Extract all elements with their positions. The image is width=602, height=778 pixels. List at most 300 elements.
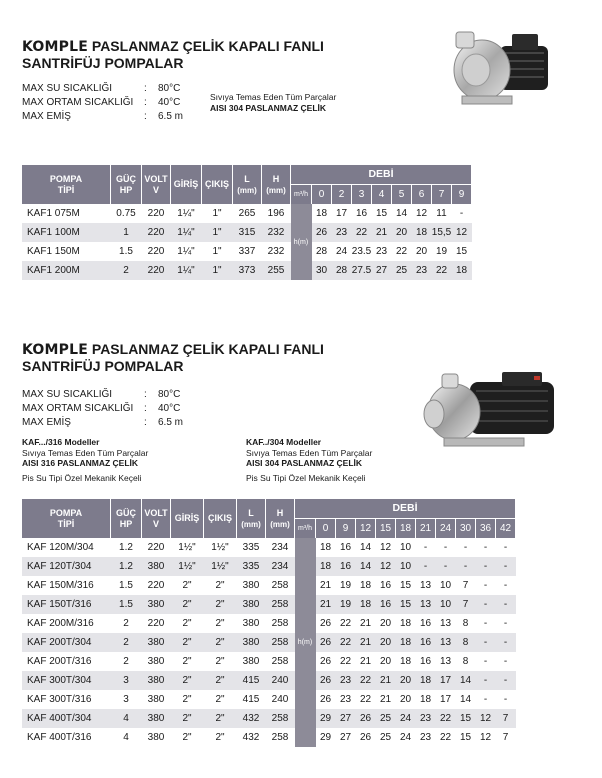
header-voltage bbox=[142, 499, 171, 538]
head-value-cell: 17 bbox=[436, 690, 456, 709]
header-inlet bbox=[171, 165, 202, 204]
voltage-cell: 380 bbox=[142, 595, 171, 614]
head-value-cell: 7 bbox=[456, 595, 476, 614]
head-value-cell: 22 bbox=[436, 709, 456, 728]
outlet-cell: 2" bbox=[204, 576, 237, 595]
head-value-cell: 27 bbox=[372, 261, 392, 280]
head-value-cell: 28 bbox=[312, 242, 332, 261]
head-value-cell: - bbox=[436, 557, 456, 576]
spec-separator: : bbox=[144, 403, 147, 414]
inlet-cell: 1¼" bbox=[171, 223, 202, 242]
head-value-cell: - bbox=[496, 557, 516, 576]
header-inlet-label: GİRİŞ bbox=[173, 179, 199, 189]
height-cell: 258 bbox=[266, 652, 295, 671]
header-power-unit: HP bbox=[119, 518, 133, 529]
power-cell: 2 bbox=[111, 261, 142, 280]
section1-material-note bbox=[210, 92, 336, 113]
outlet-cell: 2" bbox=[204, 709, 237, 728]
head-value-cell: 20 bbox=[396, 690, 416, 709]
inlet-cell: 1¼" bbox=[171, 261, 202, 280]
note-line1: Sıvıya Temas Eden Tüm Parçalar bbox=[22, 447, 149, 458]
head-value-cell: 26 bbox=[316, 652, 336, 671]
header-power bbox=[111, 165, 142, 204]
height-cell: 258 bbox=[266, 633, 295, 652]
head-value-cell: 21 bbox=[356, 652, 376, 671]
note-heading: KAF.../316 Modeller bbox=[22, 437, 100, 447]
head-value-cell: 26 bbox=[312, 223, 332, 242]
header-flow-rate: DEBİ bbox=[295, 499, 516, 519]
head-value-cell: 7 bbox=[496, 709, 516, 728]
spec-value: 80°C bbox=[158, 83, 181, 94]
head-value-cell: 24 bbox=[332, 242, 352, 261]
brand-name: KOMPLE bbox=[22, 342, 88, 358]
section2-table bbox=[22, 499, 516, 747]
head-value-cell: 27.5 bbox=[352, 261, 372, 280]
header-height-unit: (mm) bbox=[270, 519, 290, 529]
table-row bbox=[22, 633, 516, 652]
head-value-cell: - bbox=[476, 671, 496, 690]
flow-value-header: 21 bbox=[416, 519, 436, 539]
height-cell: 258 bbox=[266, 595, 295, 614]
model-cell: KAF 200T/304 bbox=[22, 633, 111, 652]
flow-value-header: 15 bbox=[376, 519, 396, 539]
voltage-cell: 380 bbox=[142, 728, 171, 747]
power-cell: 4 bbox=[111, 728, 142, 747]
voltage-cell: 380 bbox=[142, 633, 171, 652]
head-value-cell: 23 bbox=[336, 690, 356, 709]
head-value-cell: - bbox=[452, 204, 472, 223]
head-value-cell: 21 bbox=[376, 690, 396, 709]
length-cell: 415 bbox=[237, 671, 266, 690]
head-value-cell: 19 bbox=[432, 242, 452, 261]
head-value-cell: 25 bbox=[392, 261, 412, 280]
table-row bbox=[22, 204, 472, 223]
inlet-cell: 1¼" bbox=[171, 204, 202, 223]
head-value-cell: 24 bbox=[396, 709, 416, 728]
model-cell: KAF 400T/316 bbox=[22, 728, 111, 747]
head-meters-label: h(m) bbox=[291, 204, 312, 280]
head-value-cell: 18 bbox=[396, 614, 416, 633]
note-line2: AISI 316 PASLANMAZ ÇELİK bbox=[22, 458, 139, 468]
table-row bbox=[22, 671, 516, 690]
height-cell: 240 bbox=[266, 671, 295, 690]
outlet-cell: 1½" bbox=[204, 557, 237, 576]
length-cell: 432 bbox=[237, 709, 266, 728]
head-value-cell: 12 bbox=[412, 204, 432, 223]
flow-value-header: 4 bbox=[372, 185, 392, 205]
note-line1: Sıvıya Temas Eden Tüm Parçalar bbox=[210, 92, 337, 102]
outlet-cell: 2" bbox=[204, 671, 237, 690]
head-value-cell: 15 bbox=[372, 204, 392, 223]
flow-value-header: 0 bbox=[312, 185, 332, 205]
head-value-cell: 22 bbox=[336, 633, 356, 652]
power-cell: 4 bbox=[111, 709, 142, 728]
voltage-cell: 380 bbox=[142, 709, 171, 728]
outlet-cell: 2" bbox=[204, 595, 237, 614]
header-outlet bbox=[204, 499, 237, 538]
head-value-cell: 23.5 bbox=[352, 242, 372, 261]
head-value-cell: 13 bbox=[416, 576, 436, 595]
table-row bbox=[22, 576, 516, 595]
table-row bbox=[22, 538, 516, 557]
head-value-cell: - bbox=[496, 652, 516, 671]
head-value-cell: - bbox=[476, 557, 496, 576]
spec-value: 40°C bbox=[158, 403, 181, 414]
inlet-cell: 2" bbox=[171, 652, 204, 671]
head-value-cell: 12 bbox=[452, 223, 472, 242]
voltage-cell: 220 bbox=[142, 223, 171, 242]
model-cell: KAF 400T/304 bbox=[22, 709, 111, 728]
spec-row bbox=[22, 388, 183, 402]
voltage-cell: 380 bbox=[142, 690, 171, 709]
flow-value-header: 42 bbox=[496, 519, 516, 539]
head-value-cell: 10 bbox=[436, 595, 456, 614]
head-value-cell: 18 bbox=[312, 204, 332, 223]
head-value-cell: 13 bbox=[436, 633, 456, 652]
head-value-cell: 16 bbox=[336, 557, 356, 576]
head-value-cell: 26 bbox=[316, 671, 336, 690]
power-cell: 0.75 bbox=[111, 204, 142, 223]
head-value-cell: 20 bbox=[376, 652, 396, 671]
inlet-cell: 2" bbox=[171, 633, 204, 652]
flow-value-header: 12 bbox=[356, 519, 376, 539]
head-value-cell: - bbox=[476, 595, 496, 614]
power-cell: 1.2 bbox=[111, 557, 142, 576]
header-pump-type bbox=[22, 165, 111, 204]
head-value-cell: 15 bbox=[396, 576, 416, 595]
header-voltage-label: VOLT bbox=[144, 173, 168, 184]
head-value-cell: - bbox=[496, 614, 516, 633]
head-value-cell: 18 bbox=[356, 576, 376, 595]
inlet-cell: 1¼" bbox=[171, 242, 202, 261]
length-cell: 432 bbox=[237, 728, 266, 747]
right-model-note bbox=[246, 437, 372, 483]
length-cell: 380 bbox=[237, 633, 266, 652]
power-cell: 2 bbox=[111, 633, 142, 652]
outlet-cell: 2" bbox=[204, 633, 237, 652]
spec-value: 6.5 m bbox=[158, 417, 184, 428]
length-cell: 380 bbox=[237, 576, 266, 595]
head-value-cell: 8 bbox=[456, 633, 476, 652]
power-cell: 1.5 bbox=[111, 595, 142, 614]
head-value-cell: - bbox=[476, 633, 496, 652]
outlet-cell: 1" bbox=[202, 242, 233, 261]
header-length-unit: (mm) bbox=[241, 519, 261, 529]
flow-value-header: 7 bbox=[432, 185, 452, 205]
table-row bbox=[22, 690, 516, 709]
header-height-label: H bbox=[272, 173, 280, 184]
head-value-cell: 29 bbox=[316, 728, 336, 747]
spec-row bbox=[22, 416, 183, 430]
model-cell: KAF 150T/316 bbox=[22, 595, 111, 614]
flow-value-header: 6 bbox=[412, 185, 432, 205]
inlet-cell: 2" bbox=[171, 671, 204, 690]
head-value-cell: - bbox=[476, 652, 496, 671]
table-row bbox=[22, 652, 516, 671]
head-value-cell: - bbox=[476, 690, 496, 709]
title-text: PASLANMAZ ÇELİK KAPALI FANLI bbox=[91, 341, 324, 357]
height-cell: 258 bbox=[266, 728, 295, 747]
spec-value: 6.5 m bbox=[158, 111, 184, 122]
height-cell: 255 bbox=[262, 261, 291, 280]
flow-value-header: 9 bbox=[452, 185, 472, 205]
head-value-cell: 20 bbox=[412, 242, 432, 261]
power-cell: 3 bbox=[111, 671, 142, 690]
flow-unit-label: m³/h bbox=[291, 185, 312, 205]
head-value-cell: 21 bbox=[356, 633, 376, 652]
head-value-cell: 23 bbox=[412, 261, 432, 280]
note-line1: Sıvıya Temas Eden Tüm Parçalar bbox=[246, 447, 373, 458]
model-cell: KAF1 075M bbox=[22, 204, 111, 223]
head-value-cell: 21 bbox=[316, 595, 336, 614]
note-heading: KAF../304 Modeller bbox=[246, 437, 322, 447]
spec-row bbox=[22, 402, 183, 416]
inlet-cell: 2" bbox=[171, 576, 204, 595]
head-value-cell: - bbox=[456, 538, 476, 557]
head-value-cell: 18 bbox=[452, 261, 472, 280]
length-cell: 380 bbox=[237, 595, 266, 614]
head-value-cell: 18 bbox=[416, 671, 436, 690]
flow-value-header: 18 bbox=[396, 519, 416, 539]
length-cell: 265 bbox=[233, 204, 262, 223]
head-value-cell: 16 bbox=[352, 204, 372, 223]
table-row bbox=[22, 709, 516, 728]
spec-label: MAX ORTAM SICAKLIĞI bbox=[22, 403, 134, 414]
length-cell: 337 bbox=[233, 242, 262, 261]
head-value-cell: 30 bbox=[312, 261, 332, 280]
spec-row bbox=[22, 110, 183, 124]
head-value-cell: 23 bbox=[372, 242, 392, 261]
head-value-cell: 20 bbox=[396, 671, 416, 690]
section2-specs bbox=[22, 388, 183, 430]
head-value-cell: 25 bbox=[376, 709, 396, 728]
model-cell: KAF1 100M bbox=[22, 223, 111, 242]
spec-row bbox=[22, 96, 183, 110]
header-flow-rate: DEBİ bbox=[291, 165, 472, 185]
head-value-cell: 25 bbox=[376, 728, 396, 747]
head-value-cell: 18 bbox=[316, 538, 336, 557]
length-cell: 415 bbox=[237, 690, 266, 709]
header-pump-type bbox=[22, 499, 111, 538]
spec-value: 40°C bbox=[158, 97, 181, 108]
brand-name: KOMPLE bbox=[22, 39, 88, 55]
outlet-cell: 2" bbox=[204, 690, 237, 709]
voltage-cell: 220 bbox=[142, 614, 171, 633]
head-value-cell: - bbox=[476, 538, 496, 557]
head-value-cell: 12 bbox=[376, 557, 396, 576]
title-text: PASLANMAZ ÇELİK KAPALI FANLI bbox=[91, 38, 324, 54]
head-value-cell: 13 bbox=[436, 614, 456, 633]
outlet-cell: 1" bbox=[202, 261, 233, 280]
flow-unit-label: m³/h bbox=[295, 519, 316, 539]
header-length-unit: (mm) bbox=[237, 185, 257, 195]
power-cell: 3 bbox=[111, 690, 142, 709]
spec-label: MAX EMİŞ bbox=[22, 111, 71, 122]
header-height bbox=[266, 499, 295, 538]
head-value-cell: 26 bbox=[316, 614, 336, 633]
spec-separator: : bbox=[144, 97, 147, 108]
voltage-cell: 220 bbox=[142, 576, 171, 595]
head-value-cell: 18 bbox=[396, 633, 416, 652]
head-value-cell: 15 bbox=[456, 709, 476, 728]
height-cell: 234 bbox=[266, 538, 295, 557]
head-value-cell: 7 bbox=[496, 728, 516, 747]
head-value-cell: 23 bbox=[332, 223, 352, 242]
header-voltage-label: VOLT bbox=[144, 507, 168, 518]
model-cell: KAF 200T/316 bbox=[22, 652, 111, 671]
note-line2: AISI 304 PASLANMAZ ÇELİK bbox=[246, 458, 363, 468]
head-value-cell: 18 bbox=[412, 223, 432, 242]
head-value-cell: - bbox=[416, 538, 436, 557]
voltage-cell: 380 bbox=[142, 557, 171, 576]
head-value-cell: - bbox=[496, 690, 516, 709]
note-line3: Pis Su Tipi Özel Mekanik Keçeli bbox=[246, 472, 366, 483]
height-cell: 240 bbox=[266, 690, 295, 709]
head-value-cell: 20 bbox=[376, 614, 396, 633]
head-value-cell: 16 bbox=[336, 538, 356, 557]
length-cell: 373 bbox=[233, 261, 262, 280]
header-length-label: L bbox=[248, 507, 254, 518]
head-value-cell: 15 bbox=[396, 595, 416, 614]
inlet-cell: 2" bbox=[171, 595, 204, 614]
head-value-cell: 19 bbox=[336, 576, 356, 595]
power-cell: 2 bbox=[111, 652, 142, 671]
head-value-cell: 21 bbox=[356, 614, 376, 633]
header-pump-type-label: POMPA bbox=[49, 173, 83, 184]
height-cell: 234 bbox=[266, 557, 295, 576]
height-cell: 232 bbox=[262, 223, 291, 242]
flow-value-header: 0 bbox=[316, 519, 336, 539]
head-meters-label: h(m) bbox=[295, 538, 316, 747]
head-value-cell: 21 bbox=[316, 576, 336, 595]
model-cell: KAF 120T/304 bbox=[22, 557, 111, 576]
head-value-cell: 22 bbox=[392, 242, 412, 261]
head-value-cell: - bbox=[476, 614, 496, 633]
head-value-cell: - bbox=[436, 538, 456, 557]
model-cell: KAF1 150M bbox=[22, 242, 111, 261]
header-voltage-unit: V bbox=[152, 518, 159, 529]
head-value-cell: 22 bbox=[336, 614, 356, 633]
head-value-cell: - bbox=[456, 557, 476, 576]
head-value-cell: 7 bbox=[456, 576, 476, 595]
flow-value-header: 5 bbox=[392, 185, 412, 205]
header-pump-type-label: POMPA bbox=[49, 507, 83, 518]
header-height-label: H bbox=[276, 507, 284, 518]
head-value-cell: 27 bbox=[336, 728, 356, 747]
power-cell: 1.5 bbox=[111, 576, 142, 595]
head-value-cell: - bbox=[496, 576, 516, 595]
length-cell: 335 bbox=[237, 538, 266, 557]
height-cell: 258 bbox=[266, 709, 295, 728]
head-value-cell: 17 bbox=[332, 204, 352, 223]
head-value-cell: 14 bbox=[392, 204, 412, 223]
outlet-cell: 2" bbox=[204, 652, 237, 671]
outlet-cell: 1½" bbox=[204, 538, 237, 557]
title-line2: SANTRİFÜJ POMPALAR bbox=[22, 55, 184, 71]
header-inlet bbox=[171, 499, 204, 538]
height-cell: 258 bbox=[266, 576, 295, 595]
inlet-cell: 2" bbox=[171, 690, 204, 709]
power-cell: 2 bbox=[111, 614, 142, 633]
table-row bbox=[22, 595, 516, 614]
head-value-cell: 14 bbox=[356, 557, 376, 576]
spec-label: MAX SU SICAKLIĞI bbox=[22, 83, 113, 94]
head-value-cell: 12 bbox=[476, 709, 496, 728]
inlet-cell: 1½" bbox=[171, 557, 204, 576]
head-value-cell: 18 bbox=[416, 690, 436, 709]
head-value-cell: 26 bbox=[316, 690, 336, 709]
header-outlet-label: ÇIKIŞ bbox=[204, 179, 229, 189]
head-value-cell: 14 bbox=[356, 538, 376, 557]
model-cell: KAF 300T/304 bbox=[22, 671, 111, 690]
head-value-cell: 8 bbox=[456, 652, 476, 671]
head-value-cell: 20 bbox=[392, 223, 412, 242]
section1-title bbox=[22, 38, 324, 71]
section1-specs bbox=[22, 82, 183, 124]
head-value-cell: 10 bbox=[396, 557, 416, 576]
head-value-cell: 16 bbox=[416, 614, 436, 633]
voltage-cell: 220 bbox=[142, 261, 171, 280]
head-value-cell: - bbox=[496, 633, 516, 652]
head-value-cell: 12 bbox=[476, 728, 496, 747]
head-value-cell: 18 bbox=[396, 652, 416, 671]
header-voltage-unit: V bbox=[152, 184, 159, 195]
head-value-cell: 19 bbox=[336, 595, 356, 614]
header-voltage bbox=[142, 165, 171, 204]
header-height bbox=[262, 165, 291, 204]
model-cell: KAF 120M/304 bbox=[22, 538, 111, 557]
spec-label: MAX EMİŞ bbox=[22, 417, 71, 428]
left-model-note bbox=[22, 437, 148, 483]
voltage-cell: 220 bbox=[142, 242, 171, 261]
head-value-cell: 15,5 bbox=[432, 223, 452, 242]
pump-image bbox=[442, 24, 554, 118]
head-value-cell: 23 bbox=[416, 709, 436, 728]
head-value-cell: 23 bbox=[416, 728, 436, 747]
outlet-cell: 2" bbox=[204, 614, 237, 633]
head-value-cell: 16 bbox=[376, 595, 396, 614]
section2-title bbox=[22, 341, 324, 374]
length-cell: 380 bbox=[237, 652, 266, 671]
spec-separator: : bbox=[144, 417, 147, 428]
head-value-cell: 22 bbox=[336, 652, 356, 671]
head-value-cell: 28 bbox=[332, 261, 352, 280]
head-value-cell: 16 bbox=[376, 576, 396, 595]
head-value-cell: - bbox=[496, 595, 516, 614]
head-value-cell: 17 bbox=[436, 671, 456, 690]
table-row bbox=[22, 557, 516, 576]
head-value-cell: 11 bbox=[432, 204, 452, 223]
inlet-cell: 2" bbox=[171, 614, 204, 633]
header-pump-type-unit: TİPİ bbox=[57, 518, 75, 529]
height-cell: 258 bbox=[266, 614, 295, 633]
head-value-cell: - bbox=[476, 576, 496, 595]
header-power-label: GÜÇ bbox=[116, 507, 136, 518]
head-value-cell: 26 bbox=[356, 709, 376, 728]
head-value-cell: 22 bbox=[356, 671, 376, 690]
pump-image bbox=[414, 368, 564, 456]
head-value-cell: 8 bbox=[456, 614, 476, 633]
head-value-cell: 14 bbox=[456, 671, 476, 690]
voltage-cell: 220 bbox=[142, 538, 171, 557]
flow-value-header: 3 bbox=[352, 185, 372, 205]
table-row bbox=[22, 242, 472, 261]
note-line3: Pis Su Tipi Özel Mekanik Keçeli bbox=[22, 472, 142, 483]
head-value-cell: 18 bbox=[356, 595, 376, 614]
voltage-cell: 380 bbox=[142, 671, 171, 690]
head-value-cell: 15 bbox=[456, 728, 476, 747]
header-power-unit: HP bbox=[119, 184, 133, 195]
